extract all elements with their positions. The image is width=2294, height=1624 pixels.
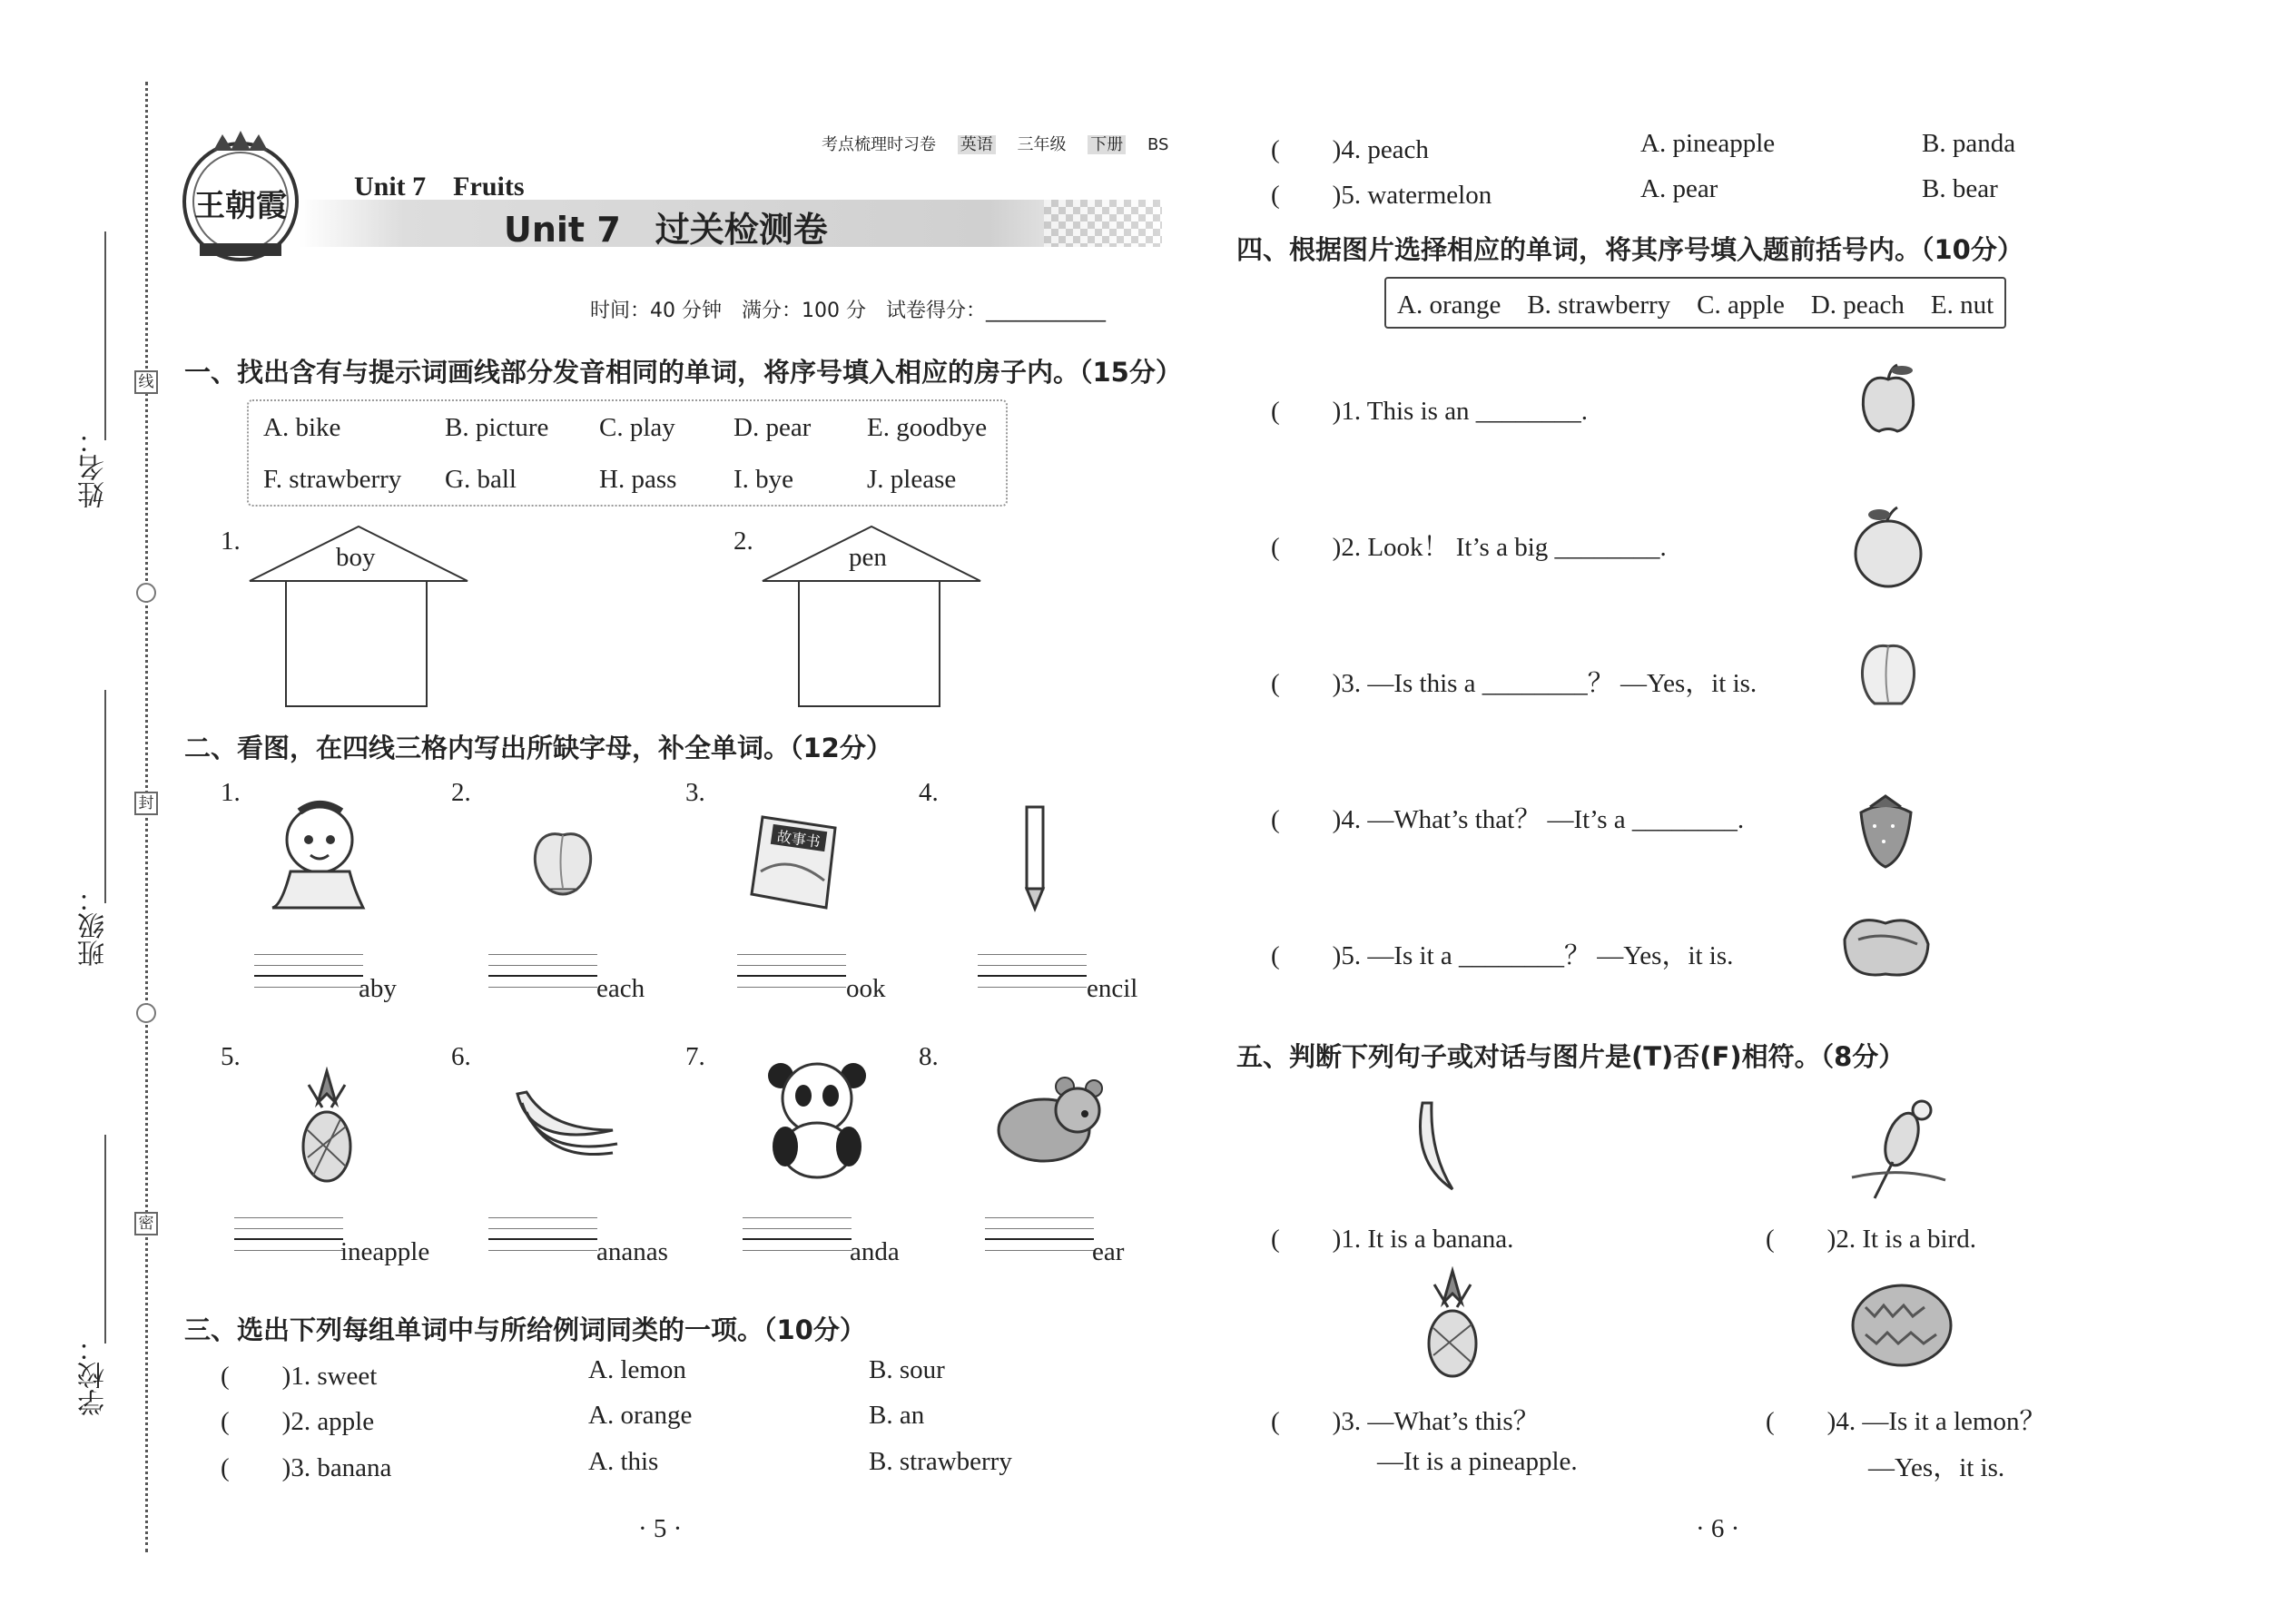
word-suffix: encil <box>1087 974 1138 1003</box>
edition-label: BS <box>1147 135 1169 154</box>
question[interactable]: ( )5. watermelon <box>1271 181 1492 210</box>
option: B. picture <box>445 413 549 442</box>
section-1-title: 一、找出含有与提示词画线部分发音相同的单词，将序号填入相应的房子内。（15分） <box>184 357 1182 388</box>
option: A. bike <box>263 413 341 442</box>
subject-label: 英语 <box>958 135 996 154</box>
answer-line: —Yes，it is. <box>1868 1453 2005 1482</box>
word-suffix: ook <box>846 974 886 1003</box>
question[interactable]: ( )3. —Is this a ________？ —Yes，it is. <box>1271 669 1757 698</box>
choice-a: A. orange <box>588 1401 693 1430</box>
writing-lines[interactable] <box>488 1207 597 1251</box>
word-suffix: each <box>596 974 645 1003</box>
section-5-title: 五、判断下列句子或对话与图片是(T)否(F)相符。（8分） <box>1236 1041 1905 1072</box>
school-label: 学校： <box>78 1334 110 1416</box>
series-label: 考点梳理时习卷 <box>822 135 936 154</box>
writing-lines[interactable] <box>234 1207 343 1251</box>
binding-stamp-seal: 封 <box>134 792 158 815</box>
binding-dotted-line <box>145 82 148 1552</box>
section-4-title: 四、根据图片选择相应的单词，将其序号填入题前括号内。（10分） <box>1236 234 2023 265</box>
page-number: · 5 · <box>638 1514 683 1543</box>
binding-stamp-line: 线 <box>134 370 158 394</box>
house-number: 1. <box>221 527 241 556</box>
binding-ornament <box>136 583 156 603</box>
writing-lines[interactable] <box>743 1207 852 1251</box>
peach-icon <box>522 817 604 899</box>
question[interactable]: ( )2. It is a bird. <box>1766 1225 1976 1254</box>
item-number: 8. <box>919 1042 939 1071</box>
choice-a: A. pineapple <box>1640 129 1776 158</box>
banana-icon <box>1412 1098 1466 1198</box>
writing-lines[interactable] <box>978 944 1087 988</box>
choice-a: A. pear <box>1640 174 1718 203</box>
word-suffix: anda <box>850 1237 900 1266</box>
item-number: 6. <box>451 1042 471 1071</box>
house-word: boy <box>336 543 376 572</box>
option: J. please <box>867 465 957 494</box>
item-number: 2. <box>451 778 471 807</box>
writing-lines[interactable] <box>737 944 846 988</box>
answer-line: —It is a pineapple. <box>1377 1447 1578 1476</box>
question[interactable]: ( )4. —What’s that？ —It’s a ________. <box>1271 805 1745 834</box>
writing-lines[interactable] <box>488 944 597 988</box>
baby-icon <box>263 799 372 917</box>
class-line <box>104 690 106 903</box>
writing-lines[interactable] <box>254 944 363 988</box>
strawberry-icon <box>1852 794 1920 871</box>
name-label: 姓名： <box>78 427 110 508</box>
panda-icon <box>763 1058 871 1180</box>
section-2-title: 二、看图，在四线三格内写出所缺字母，补全单词。（12分） <box>184 733 892 763</box>
class-label: 班级： <box>78 885 110 967</box>
word-suffix: ineapple <box>340 1237 430 1266</box>
page-number: · 6 · <box>1696 1514 1740 1543</box>
book-icon <box>744 808 849 917</box>
section-3-title: 三、选出下列每组单词中与所给例词同类的一项。（10分） <box>184 1314 866 1345</box>
apple-icon <box>1852 363 1925 436</box>
unit-subtitle: Unit 7 Fruits <box>354 172 525 202</box>
option: C. play <box>599 413 675 442</box>
question[interactable]: ( )1. It is a banana. <box>1271 1225 1514 1254</box>
question[interactable]: ( )3. banana <box>221 1453 392 1482</box>
choice-b: B. bear <box>1922 174 1998 203</box>
option: H. pass <box>599 465 677 494</box>
pineapple-icon <box>1421 1266 1484 1380</box>
word-suffix: ananas <box>596 1237 668 1266</box>
question[interactable]: ( )1. This is an ________. <box>1271 397 1589 426</box>
item-number: 1. <box>221 778 241 807</box>
word-suffix: aby <box>359 974 397 1003</box>
header-checker <box>1044 200 1162 247</box>
option-box: A. orange B. strawberry C. apple D. peach E. nut <box>1384 277 2006 329</box>
choice-b: B. sour <box>869 1355 945 1384</box>
term-label: 下册 <box>1088 135 1126 154</box>
durian-icon <box>1847 1280 1956 1371</box>
nut-icon <box>1836 912 1935 985</box>
choice-b: B. panda <box>1922 129 2016 158</box>
page-title: Unit 7 过关检测卷 <box>504 210 828 250</box>
exam-meta: 时间：40 分钟 满分：100 分 试卷得分：____________ <box>590 300 1106 322</box>
brand-name: 王朝霞 <box>194 188 287 224</box>
item-number: 3. <box>685 778 705 807</box>
bird-icon <box>1847 1094 1947 1203</box>
question[interactable]: ( )4. peach <box>1271 135 1429 164</box>
option: F. strawberry <box>263 465 402 494</box>
question[interactable]: ( )2. Look！ It’s a big ________. <box>1271 533 1667 562</box>
school-line <box>104 1135 106 1343</box>
option: D. pear <box>733 413 812 442</box>
choice-a: A. lemon <box>588 1355 686 1384</box>
name-line <box>104 231 106 440</box>
house-number: 2. <box>733 527 753 556</box>
bananas-icon <box>513 1085 622 1157</box>
choice-a: A. this <box>588 1447 659 1476</box>
option: G. ball <box>445 465 517 494</box>
pencil-icon <box>1021 803 1049 912</box>
item-number: 4. <box>919 778 939 807</box>
binding-ornament <box>136 1003 156 1023</box>
bear-icon <box>994 1076 1103 1166</box>
book-label: 故事书 <box>775 827 822 851</box>
question[interactable]: ( )4. —Is it a lemon？ <box>1766 1407 2046 1436</box>
peach-icon <box>1852 635 1925 713</box>
binding-stamp-secret: 密 <box>134 1212 158 1235</box>
item-number: 5. <box>221 1042 241 1071</box>
choice-b: B. an <box>869 1401 925 1430</box>
house-word: pen <box>849 543 887 572</box>
writing-lines[interactable] <box>985 1207 1094 1251</box>
question[interactable]: ( )3. —What’s this？ <box>1271 1407 1540 1436</box>
orange-icon <box>1850 504 1927 590</box>
header-meta-row <box>822 132 1168 155</box>
item-number: 7. <box>685 1042 705 1071</box>
word-suffix: ear <box>1092 1237 1125 1266</box>
option: I. bye <box>733 465 794 494</box>
question[interactable]: ( )2. apple <box>221 1407 375 1436</box>
pineapple-icon <box>295 1067 359 1185</box>
option: E. goodbye <box>867 413 988 442</box>
grade-label: 三年级 <box>1017 135 1067 154</box>
brand-logo-icon <box>163 127 318 272</box>
question[interactable]: ( )5. —Is it a ________？ —Yes，it is. <box>1271 941 1734 970</box>
question[interactable]: ( )1. sweet <box>221 1362 378 1391</box>
choice-b: B. strawberry <box>869 1447 1012 1476</box>
